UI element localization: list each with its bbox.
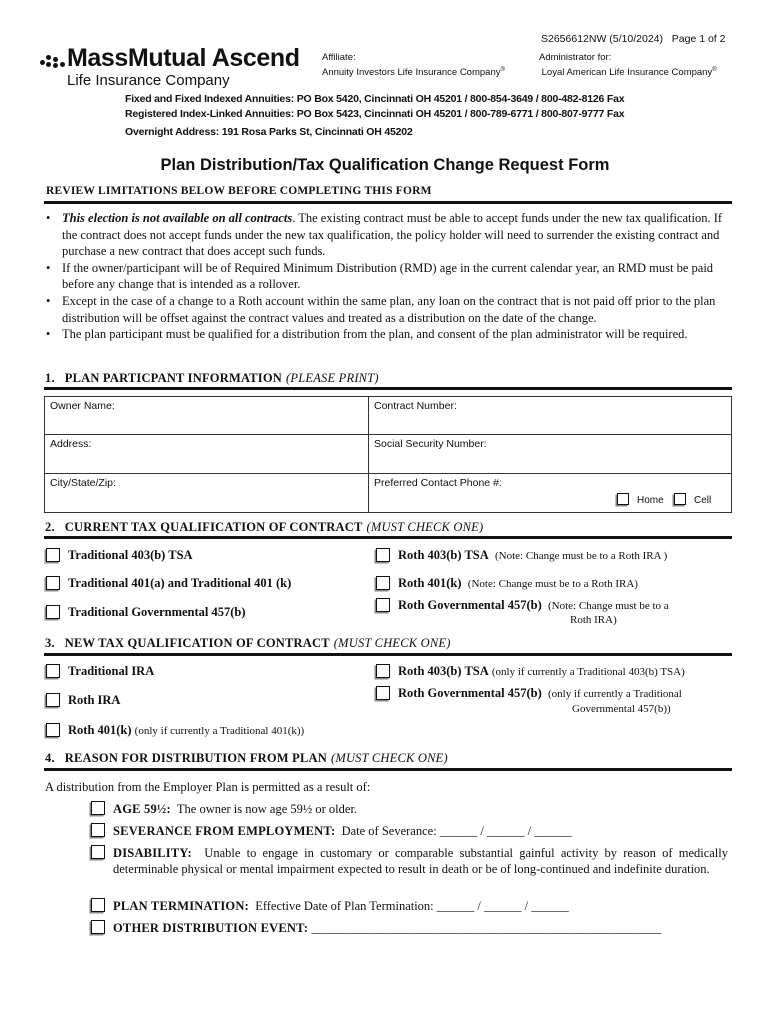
roth-457b-checkbox[interactable] <box>376 598 390 612</box>
roth-401k-checkbox[interactable] <box>376 576 390 590</box>
severance-option: SEVERANCE FROM EMPLOYMENT: Date of Severance: ______ / ______ / ______ <box>113 824 572 838</box>
cell-label: Cell <box>694 495 712 506</box>
other-event-option: OTHER DISTRIBUTION EVENT: ________________________________________________________ <box>113 921 662 935</box>
logo-subtitle: Life Insurance Company <box>67 72 230 89</box>
logo-dots-icon <box>40 55 66 69</box>
registered-mark: ® <box>500 67 505 73</box>
plan-termination-option: PLAN TERMINATION: Effective Date of Plan Termination: ______ / ______ / ______ <box>113 899 569 913</box>
disability-checkbox[interactable] <box>91 845 105 859</box>
roth-403b-label: Roth 403(b) TSA (Note: Change must be to a Roth IRA ) <box>398 548 668 562</box>
form-title: Plan Distribution/Tax Qualification Change Request Form <box>160 156 610 174</box>
affiliate-block <box>322 52 505 79</box>
traditional-403b-label: Traditional 403(b) TSA <box>68 548 193 562</box>
section-4-heading: 4. REASON FOR DISTRIBUTION FROM PLAN (MUST CHECK ONE) <box>45 751 448 765</box>
page-number: Page 1 of 2 <box>671 33 726 45</box>
traditional-403b-checkbox[interactable] <box>46 548 60 562</box>
owner-name-field[interactable]: Owner Name: <box>45 397 369 435</box>
traditional-ira-checkbox[interactable] <box>46 664 60 678</box>
address-index-linked: Registered Index-Linked Annuities: PO Box 5423, Cincinnati OH 45201 / 800-789-6771 / 800-807-9777 Fax <box>125 108 625 120</box>
divider <box>44 768 732 771</box>
new-roth-401k-label: Roth 401(k) (only if currently a Traditional 401(k)) <box>68 723 305 737</box>
severance-checkbox[interactable] <box>91 823 105 837</box>
section-1-heading: 1. PLAN PARTICPANT INFORMATION (PLEASE PRINT) <box>45 371 379 385</box>
divider <box>44 201 732 204</box>
traditional-401-checkbox[interactable] <box>46 576 60 590</box>
roth-ira-checkbox[interactable] <box>46 693 60 707</box>
divider <box>44 653 732 656</box>
traditional-457b-checkbox[interactable] <box>46 605 60 619</box>
section-2-heading: 2. CURRENT TAX QUALIFICATION OF CONTRACT (MUST CHECK ONE) <box>45 520 484 534</box>
phone-field[interactable]: Preferred Contact Phone #: Home Cell <box>374 477 712 506</box>
new-roth-403b-checkbox[interactable] <box>376 664 390 678</box>
other-event-checkbox[interactable] <box>91 920 105 934</box>
roth-403b-checkbox[interactable] <box>376 548 390 562</box>
logo-name: MassMutual Ascend <box>67 44 300 72</box>
cell-checkbox[interactable] <box>674 493 686 505</box>
new-roth-403b-label: Roth 403(b) TSA (only if currently a Traditional 403(b) TSA) <box>398 664 685 678</box>
overnight-address: Overnight Address: 191 Rosa Parks St, Cincinnati OH 45202 <box>125 126 413 138</box>
affiliate-name: Annuity Investors Life Insurance Company <box>322 67 501 79</box>
review-heading: REVIEW LIMITATIONS BELOW BEFORE COMPLETING THIS FORM <box>46 185 432 197</box>
administrator-name: Loyal American Life Insurance Company <box>541 67 713 79</box>
roth-401k-label: Roth 401(k) (Note: Change must be to a Roth IRA) <box>398 576 638 590</box>
home-checkbox[interactable] <box>617 493 629 505</box>
list-item: • Except in the case of a change to a Roth account within the same plan, any loan on the contract that is not paid off prior to the plan distribution will be offset against the contract values and treated as a distribution on the date of the change. <box>46 293 732 326</box>
age-59-option: AGE 59½: The owner is now age 59½ or older. <box>113 802 358 816</box>
roth-457b-label: Roth Governmental 457(b) (Note: Change must be to a <box>398 598 669 612</box>
registered-mark: ® <box>712 67 717 73</box>
disability-option: DISABILITY: Unable to engage in customary or comparable substantial gainful activity by reason of medically determinable physical or mental impairment expected to result in death or be of long-continued and indefinite duration. <box>113 846 729 876</box>
address-field[interactable]: Address: <box>45 435 369 474</box>
list-item: • If the owner/participant will be of Required Minimum Distribution (RMD) age in the current calendar year, an RMD must be paid before any change that is intended as a rollover. <box>46 260 732 293</box>
traditional-457b-label: Traditional Governmental 457(b) <box>68 605 246 619</box>
affiliate-label: Affiliate: <box>322 52 356 63</box>
limitations-list <box>46 210 732 343</box>
administrator-label: Administrator for: <box>539 52 612 63</box>
age-59-checkbox[interactable] <box>91 801 105 815</box>
divider <box>44 387 732 390</box>
roth-457b-note: Roth IRA) <box>570 614 617 626</box>
section-3-heading: 3. NEW TAX QUALIFICATION OF CONTRACT (MUST CHECK ONE) <box>45 636 451 650</box>
list-item: • This election is not available on all contracts. The existing contract must be able to accept funds under the new tax qualification. If the contract does not accept funds under the new tax qualification, the policy holder will need to surrender the existing contract and purchase a new contract that does accept such funds. <box>46 210 732 260</box>
list-item: • The plan participant must be qualified for a distribution from the plan, and consent of the plan administrator will be required. <box>46 326 732 343</box>
home-label: Home <box>637 495 664 506</box>
contract-number-field[interactable]: Contract Number: <box>369 397 731 435</box>
participant-info-table <box>44 396 732 513</box>
other-event-line[interactable]: ________________________________________________________ <box>311 921 662 935</box>
new-roth-457b-note: Governmental 457(b)) <box>572 703 671 715</box>
traditional-401-label: Traditional 401(a) and Traditional 401 (k) <box>68 576 292 590</box>
roth-ira-label: Roth IRA <box>68 693 121 707</box>
new-roth-401k-checkbox[interactable] <box>46 723 60 737</box>
new-roth-457b-label: Roth Governmental 457(b) (only if currently a Traditional <box>398 686 682 700</box>
reason-intro: A distribution from the Employer Plan is permitted as a result of: <box>45 780 371 794</box>
address-fixed-annuities: Fixed and Fixed Indexed Annuities: PO Box 5420, Cincinnati OH 45201 / 800-854-3649 / 800-482-8126 Fax <box>125 93 625 105</box>
form-code: S2656612NW (5/10/2024) Page 1 of 2 <box>541 33 726 45</box>
administrator-block <box>539 52 717 79</box>
new-roth-457b-checkbox[interactable] <box>376 686 390 700</box>
divider <box>44 536 732 539</box>
traditional-ira-label: Traditional IRA <box>68 664 155 678</box>
plan-termination-checkbox[interactable] <box>91 898 105 912</box>
ssn-field[interactable]: Social Security Number: <box>369 435 731 474</box>
city-state-zip-field[interactable]: City/State/Zip: <box>45 474 369 512</box>
